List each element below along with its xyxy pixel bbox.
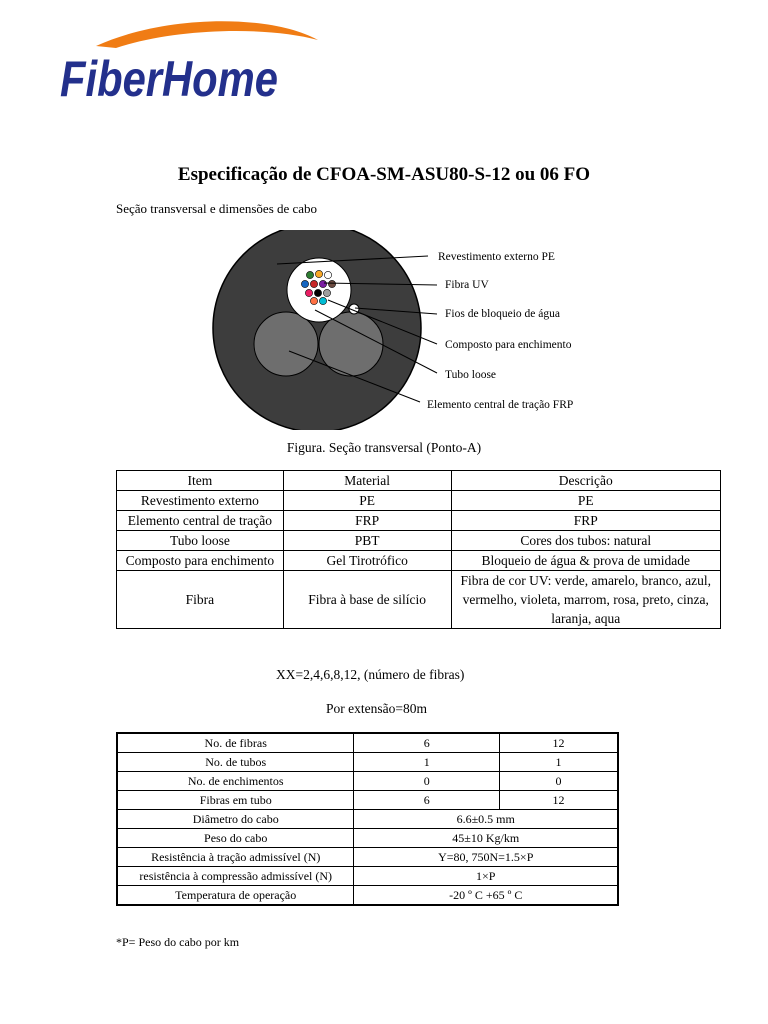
table-cell: 12 [500, 791, 618, 810]
fiber [328, 280, 335, 287]
table-cell: PBT [283, 531, 451, 551]
table-cell: 12 [500, 733, 618, 753]
fiber [315, 270, 322, 277]
label-frp: Elemento central de tração FRP [427, 399, 574, 411]
logo-swoosh [96, 21, 318, 48]
table-row [117, 571, 721, 629]
table-cell: 1 [354, 753, 500, 772]
label-water-block: Fios de bloqueio de água [445, 308, 560, 320]
table-cell: Revestimento externo [117, 491, 284, 511]
table-row [117, 753, 618, 772]
figure-caption: Figura. Seção transversal (Ponto-A) [286, 440, 482, 455]
table-cell: FRP [283, 511, 451, 531]
table-cell: PE [283, 491, 451, 511]
fiber [319, 297, 326, 304]
fiber [306, 271, 313, 278]
table-header-row [117, 471, 721, 491]
table-cell: 6.6±0.5 mm [354, 810, 618, 829]
fiber [319, 280, 326, 287]
cable-cross-section-diagram [0, 230, 768, 430]
table-row [117, 551, 721, 571]
table-cell: FRP [451, 511, 720, 531]
table-cell: Fibra de cor UV: verde, amarelo, branco, azul, vermelho, violeta, marrom, rosa, preto, cinza, laranja, aqua [451, 571, 720, 629]
table-cell: No. de fibras [117, 733, 354, 753]
table-row [117, 886, 618, 906]
fiber [323, 289, 330, 296]
table-cell: Diâmetro do cabo [117, 810, 354, 829]
label-outer-sheath: Revestimento externo PE [438, 251, 555, 263]
table-row [117, 491, 721, 511]
table-row [117, 810, 618, 829]
table-cell: Resistência à tração admissível (N) [117, 848, 354, 867]
table-row [117, 531, 721, 551]
table-row [117, 829, 618, 848]
fiber [310, 280, 317, 287]
fiber [301, 280, 308, 287]
table-cell: Tubo loose [117, 531, 284, 551]
table-cell: Composto para enchimento [117, 551, 284, 571]
label-filling-compound: Composto para enchimento [445, 339, 572, 351]
table-cell: 6 [354, 733, 500, 753]
table-cell: 1×P [354, 867, 618, 886]
table-cell: 0 [500, 772, 618, 791]
table-row [117, 511, 721, 531]
fiber [324, 271, 331, 278]
table-cell: No. de tubos [117, 753, 354, 772]
table-row [117, 772, 618, 791]
table-cell: resistência à compressão admissível (N) [117, 867, 354, 886]
filler-left [254, 312, 318, 376]
fiber [314, 289, 321, 296]
table-cell: 1 [500, 753, 618, 772]
table-cell: 0 [354, 772, 500, 791]
label-loose-tube: Tubo loose [445, 369, 497, 381]
extension-note: Por extensão=80m [326, 701, 427, 716]
fiber-count-note: XX=2,4,6,8,12, (número de fibras) [276, 667, 465, 682]
table-cell: Cores dos tubos: natural [451, 531, 720, 551]
table-row [117, 791, 618, 810]
table-cell: Fibras em tubo [117, 791, 354, 810]
label-uv-fiber: Fibra UV [445, 279, 489, 291]
table-cell: 45±10 Kg/km [354, 829, 618, 848]
header-cell: Item [117, 471, 284, 491]
table-row [117, 867, 618, 886]
table-row [117, 848, 618, 867]
table-row [117, 733, 618, 753]
header-cell: Material [283, 471, 451, 491]
table-cell: Fibra [117, 571, 284, 629]
fiber [305, 289, 312, 296]
section-label: Seção transversal e dimensões de cabo [116, 201, 318, 216]
table-cell: Peso do cabo [117, 829, 354, 848]
table-cell: PE [451, 491, 720, 511]
logo-text: FiberHome [60, 51, 278, 107]
table-cell: Gel Tirotrófico [283, 551, 451, 571]
page-title: Especificação de CFOA-SM-ASU80-S-12 ou 06 FO [177, 164, 591, 185]
fiber [310, 297, 317, 304]
table-cell: Fibra à base de silício [283, 571, 451, 629]
specifications-table [116, 732, 619, 906]
table-cell: Temperatura de operação [117, 886, 354, 906]
table-cell: -20 º C +65 º C [354, 886, 618, 906]
fiberhome-logo [56, 18, 326, 108]
table-cell: Elemento central de tração [117, 511, 284, 531]
header-cell: Descrição [451, 471, 720, 491]
table-cell: No. de enchimentos [117, 772, 354, 791]
table-cell: Y=80, 750N=1.5×P [354, 848, 618, 867]
table-cell: 6 [354, 791, 500, 810]
table-cell: Bloqueio de água & prova de umidade [451, 551, 720, 571]
materials-table [116, 470, 721, 629]
footnote: *P= Peso do cabo por km [116, 935, 240, 949]
